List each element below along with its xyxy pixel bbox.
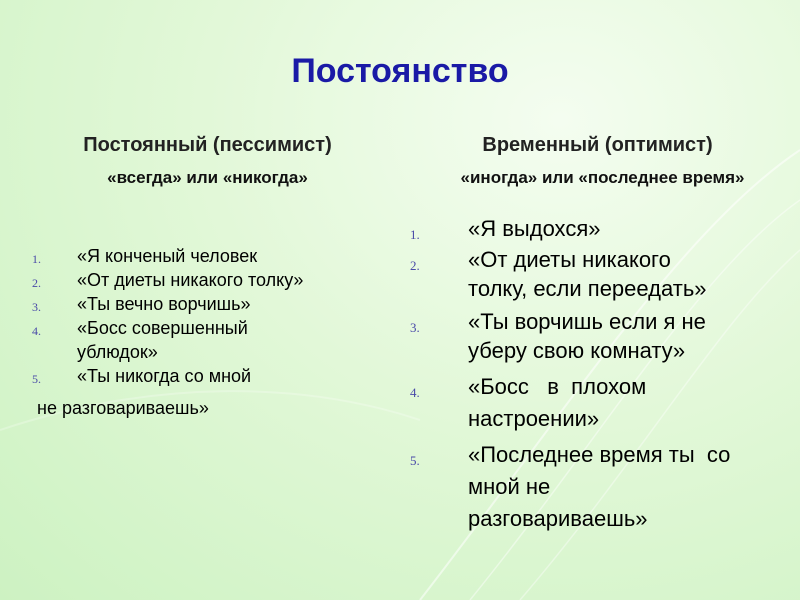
slide-title: Постоянство (291, 52, 509, 90)
list-number: 4. (32, 324, 41, 338)
list-item-text: мной не (468, 474, 551, 499)
list-number: 5. (410, 453, 420, 468)
list-item-text: «Ты ворчишь если я не (468, 309, 706, 334)
list-item-text: ублюдок» (77, 342, 158, 362)
list-item-text: настроении» (468, 406, 600, 431)
left-column-heading: Постоянный (пессимист) (83, 134, 332, 156)
right-column-subheading: «иногда» или «последнее время» (460, 168, 745, 187)
list-item-text: «Ты вечно ворчишь» (77, 294, 251, 314)
list-item-text: «Босс совершенный (77, 318, 248, 338)
list-item-text: уберу свою комнату» (468, 338, 686, 363)
list-number: 3. (410, 320, 420, 335)
list-item-text: толку, если переедать» (468, 276, 707, 301)
list-number: 2. (32, 276, 41, 290)
list-item (32, 316, 392, 364)
list-item (410, 439, 795, 535)
list-item-text: «Ты никогда со мной (77, 366, 252, 386)
list-number: 2. (410, 258, 420, 273)
list-item-text: «От диеты никакого толку» (77, 270, 304, 290)
list-item (410, 307, 795, 365)
list-item (410, 245, 795, 303)
list-item-continuation: не разговариваешь» (37, 398, 209, 418)
list-item (410, 371, 795, 435)
list-item (32, 364, 392, 388)
left-column-subheading: «всегда» или «никогда» (107, 168, 308, 187)
right-column-heading: Временный (оптимист) (482, 134, 713, 156)
list-item-text: разговариваешь» (468, 506, 648, 531)
list-item-text: «Последнее время ты со (468, 442, 731, 467)
list-item-text: «От диеты никакого (468, 247, 671, 272)
list-item (32, 292, 392, 316)
list-item (32, 268, 392, 292)
list-number: 1. (32, 252, 41, 266)
list-item-text: «Я выдохся» (468, 216, 601, 241)
list-item-text: «Босс в плохом (468, 374, 647, 399)
list-item (410, 214, 795, 243)
pessimist-list (32, 244, 392, 388)
list-item (32, 244, 392, 268)
list-number: 3. (32, 300, 41, 314)
list-number: 5. (32, 372, 41, 386)
optimist-list (410, 214, 795, 535)
list-item-text: «Я конченый человек (77, 246, 258, 266)
list-number: 1. (410, 227, 420, 242)
list-number: 4. (410, 385, 420, 400)
